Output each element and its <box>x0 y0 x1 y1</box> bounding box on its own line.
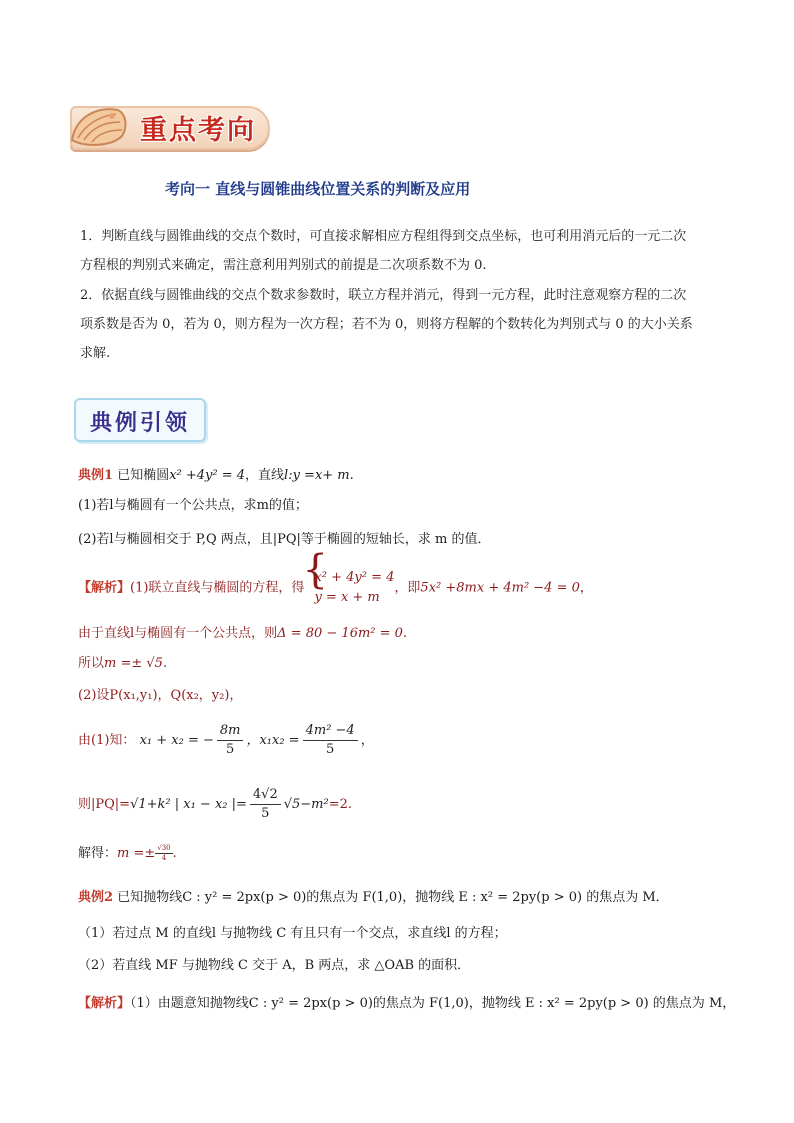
solution-1-line-3-end: . <box>162 656 168 671</box>
solution-2-text: （1）由题意知抛物线C : y² = 2px(p > 0)的焦点为 F(1,0)，抛物线 E : x² = 2py(p > 0) 的焦点为 M， <box>130 996 736 1011</box>
example-2-label: 典例2 <box>78 890 114 905</box>
solution-1-line-5-text: 由(1)知： <box>78 733 136 748</box>
example-2-question-1: （1）若过点 M 的直线l 与抛物线 C 有且只有一个交点，求直线l 的方程； <box>78 926 507 941</box>
solution-1-line-3-text: 所以 <box>78 656 105 671</box>
fraction-2-numerator: 4m² −4 <box>303 722 358 741</box>
solution-1-line-2-text: 由于直线l与椭圆有一个公共点，则 <box>78 626 278 641</box>
tip-2-line-1: 2．依据直线与圆锥曲线的交点个数求参数时，联立方程并消元，得到一元方程，此时注意观察方程的二次 <box>80 288 687 303</box>
root-expression: √5−m² <box>283 797 329 812</box>
tip-2-line-2: 项系数是否为 0，若为 0，则方程为一次方程；若不为 0，则将方程解的个数转化为判别式与 0 的大小关系 <box>80 317 693 332</box>
system-row-2: y = x + m <box>314 590 380 605</box>
solution-1-line-5 <box>78 722 738 759</box>
solution-1-line-1 <box>78 568 738 608</box>
m-value-eq: m =± √5 <box>104 656 163 671</box>
tip-1-line-2: 方程根的判别式来确定，需注意利用判别式的前提是二次项系数不为 0. <box>80 258 487 273</box>
section-title: 考向一 直线与圆锥曲线位置关系的判断及应用 <box>165 180 471 198</box>
example-1-line-eq: l:y =x+ m <box>284 468 350 483</box>
tip-1-line-1: 1．判断直线与圆锥曲线的交点个数时，可直接求解相应方程组得到交点坐标，也可利用消元后的一元二次 <box>80 229 687 244</box>
solution-1-line-4: (2)设P(x₁,y₁)，Q(x₂，y₂)， <box>78 688 243 703</box>
solution-1-line-7-end: . <box>172 846 177 861</box>
example-2-question-2: （2）若直线 MF 与抛物线 C 交于 A，B 两点，求 △OAB 的面积． <box>78 958 471 973</box>
example-badge <box>74 398 206 442</box>
solution-1-line-2 <box>78 622 738 641</box>
discriminant-eq: Δ = 80 − 16m² = 0 <box>277 626 403 641</box>
equation-system <box>304 568 394 608</box>
fraction-4-numerator: √30 <box>157 844 171 852</box>
example-1-text-a: 已知椭圆 <box>117 468 170 483</box>
banner-title: 重点考向 <box>140 115 256 146</box>
example-1-stem <box>78 464 738 483</box>
solution-2-line-1 <box>78 992 738 1011</box>
fraction-3-denominator: 5 <box>261 806 270 821</box>
final-m-lhs: m =± <box>117 846 156 861</box>
product-roots-lhs: ，x₁x₂ = <box>246 733 300 748</box>
solution-1-line-2-end: . <box>402 626 408 641</box>
solution-2-label: 【解析】 <box>78 996 131 1011</box>
system-row-1: { x² + 4y² = 4 <box>314 570 395 585</box>
fraction-1-denominator: 5 <box>226 742 235 757</box>
quadratic-eq: 5x² +8mx + 4m² −4 = 0 <box>420 580 580 596</box>
example-1-label: 典例1 <box>78 468 114 483</box>
fraction-2-denominator: 5 <box>326 742 335 757</box>
fraction-4-denominator: 4 <box>161 854 167 862</box>
fraction-root30-4 <box>155 844 172 863</box>
solution-1-line-5-end: ， <box>360 733 374 748</box>
solution-1-line-6-end: =2. <box>328 797 353 812</box>
shell-icon <box>68 102 132 150</box>
solution-1-line-3 <box>78 652 738 671</box>
solution-1-label: 【解析】 <box>78 580 131 596</box>
example-1-text-b: ，直线 <box>245 468 285 483</box>
example-1-text-c: . <box>349 468 354 483</box>
fraction-4root2-5 <box>250 786 281 823</box>
fraction-1-numerator: 8m <box>217 722 244 741</box>
example-2-stem <box>78 886 738 905</box>
fraction-8m-5 <box>217 722 244 759</box>
tip-2 <box>80 281 720 368</box>
example-1-question-1: (1)若l与椭圆有一个公共点，求m的值； <box>78 498 308 513</box>
solution-1-line-6 <box>78 786 738 823</box>
fraction-product <box>303 722 358 759</box>
tip-2-line-3: 求解. <box>80 346 111 361</box>
solution-1-text-a: (1)联立直线与椭圆的方程，得 <box>130 580 305 596</box>
solution-1-text-c: ， <box>579 580 593 596</box>
solve-label: 解得： <box>78 846 118 861</box>
sum-roots-lhs: x₁ + x₂ = − <box>139 733 214 748</box>
chord-length-expr: √1+k² | x₁ − x₂ |= <box>130 797 247 812</box>
section-banner <box>70 100 270 152</box>
example-badge-label: 典例引领 <box>90 411 191 436</box>
solution-1-text-b: ，即 <box>394 580 421 596</box>
example-1-ellipse-eq: x² +4y² = 4 <box>169 468 246 483</box>
example-2-text: 已知抛物线C : y² = 2px(p > 0)的焦点为 F(1,0)，抛物线 E : x² = 2py(p > 0) 的焦点为 M． <box>117 890 669 905</box>
example-1-question-2: (2)若l与椭圆相交于 P,Q 两点，且|PQ|等于椭圆的短轴长，求 m 的值． <box>78 532 491 547</box>
solution-1-line-7 <box>78 842 738 863</box>
fraction-3-numerator: 4√2 <box>250 786 281 805</box>
tip-1 <box>80 222 720 280</box>
pq-length-label: 则|PQ|= <box>78 797 131 812</box>
